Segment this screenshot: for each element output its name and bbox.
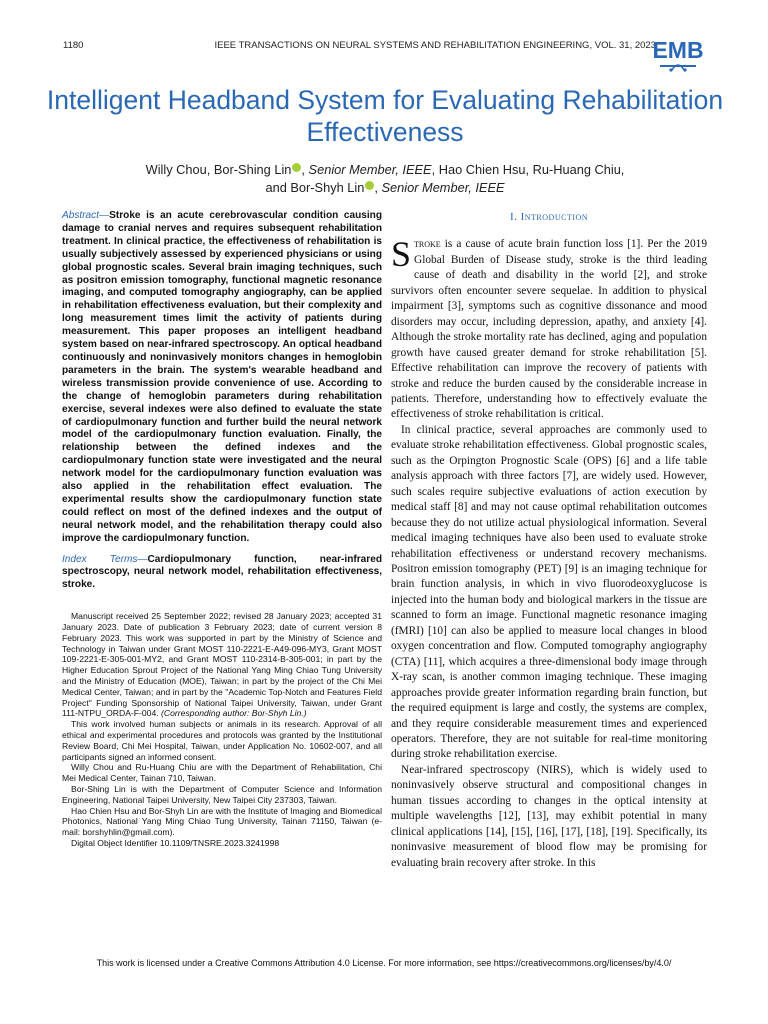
- journal-header: IEEE TRANSACTIONS ON NEURAL SYSTEMS AND REHABILITATION ENGINEERING, VOL. 31, 2023: [214, 40, 656, 51]
- intro-paragraph-3: Near-infrared spectroscopy (NIRS), which is widely used to noninvasively observe structural and compositional changes in human tissues according to changes in the optical intensity at multiple wavelengths [12], [13], may exhibit potential in many clinical applications [14], [15], [16], [17], [18], [19]. Specifically, its noninvasive measurement of blood flow may be promising for evaluating brain recovery after stroke. In this: [391, 763, 707, 869]
- author-names-1: Willy Chou, Bor-Shing Lin: [145, 162, 292, 177]
- drop-cap: S: [391, 234, 412, 275]
- affiliation-note: Hao Chien Hsu and Bor-Shyh Lin are with the Institute of Imaging and Biomedical Photonics, National Yang Ming Chiao Tung University, Tainan 71150, Taiwan (e-mail: borshyhlin@gmail.com).: [62, 805, 382, 838]
- abstract: [62, 210, 382, 546]
- left-column: [62, 210, 382, 849]
- license-footer: This work is licensed under a Creative Commons Attribution 4.0 License. For more information, see https://creativecommons.org/licenses/by/4.0/: [96, 958, 672, 968]
- author-role-2: Senior Member, IEEE: [381, 180, 505, 195]
- index-terms: [62, 554, 382, 593]
- paper-title: Intelligent Headband System for Evaluating Rehabilitation Effectiveness: [46, 85, 724, 147]
- abstract-text: Stroke is an acute cerebrovascular condition causing damage to cranial nerves and requires subsequent rehabilitation treatment. In clinical practice, the effectiveness of rehabilitation is usually subjectively assessed by experienced physicians or using global prognostic scales. Several brain imaging techniques, such as positron emission tomography, functional magnetic resonance imaging, and computed tomography angiography, can be applied in rehabilitation effectiveness evaluation, but their complexity and long measurement times limit the activity of patients during measurement. This paper proposes an intelligent headband system based on near-infrared spectroscopy. An optical headband continuously and noninvasively monitors changes in hemoglobin parameters in the brain. The system's wearable headband and wireless transmission provide convenience of use. According to the change of hemoglobin parameters during rehabilitation exercise, several indexes were also defined to evaluate the state of cardiopulmonary function and further build the neural network model of the cardiopulmonary function evaluation. Finally, the relationship between the defined indexes and the cardiopulmonary function state were investigated and the neural network model for the cardiopulmonary function evaluation was also applied in the rehabilitation effect evaluation. The experimental results show the cardiopulmonary function state could reflect on most of the defined indexes and the output of neural network model, and the rehabilitation therapy could also improve the cardiopulmonary function.: [62, 210, 382, 544]
- corresponding-author: (Corresponding author: Bor-Shyh Lin.): [161, 708, 307, 719]
- doi-note: Digital Object Identifier 10.1109/TNSRE.2023.3241998: [71, 838, 280, 849]
- page-number: 1180: [63, 40, 84, 51]
- author-names-3: and Bor-Shyh Lin: [265, 180, 365, 195]
- intro-paragraph-1: [391, 234, 707, 422]
- index-terms-label: Index Terms—: [62, 553, 148, 565]
- author-list: Willy Chou, Bor-Shing Lin , Senior Member, IEEE, Hao Chien Hsu, Ru-Huang Chiu, and Bor-Shyh Lin , Senior Member, IEEE: [145, 162, 625, 195]
- manuscript-text: Manuscript received 25 September 2022; revised 28 January 2023; accepted 31 January 2023. Date of publication 3 February 2023; date of current version 8 February 2023. This work was supported in part by the Ministry of Science and Technology in Taiwan under Grant MOST 110-2221-E-A49-096-MY3, Grant MOST 109-2221-E-305-001-MY2, and Grant MOST 110-2314-B-305-001; in part by the Higher Education Sprout Project of the National Yang Ming Chiao Tung University and the Ministry of Education (MOE), Taiwan; in part by the project of the Chi Mei Medical Center, Taiwan; and in part by the "Academic Top-Notch and Features Field Project" Funding Sponsorship of National Taipei University, Taiwan, under Grant 111-NTPU_ORDA-F-004.: [62, 611, 382, 719]
- index-terms-text: Cardiopulmonary function, near-infrared spectroscopy, neural network model, rehabilitation effectiveness, stroke.: [62, 553, 383, 591]
- emb-logo: [652, 36, 704, 74]
- section-heading: [391, 210, 707, 225]
- affiliation-note: Willy Chou and Ru-Huang Chiu are with the Department of Rehabilitation, Chi Mei Medical Center, Tainan 710, Taiwan.: [62, 762, 382, 784]
- author-role-1: Senior Member, IEEE: [308, 162, 432, 177]
- ethics-note: This work involved human subjects or animals in its research. Approval of all ethical and experimental procedures and protocols was granted by the Institutional Review Board, Chi Mei Hospital, Taiwan, under Application No. 10602-007, and all participants signed an informed consent.: [62, 719, 382, 762]
- affiliation-note: Bor-Shing Lin is with the Department of Computer Science and Information Engineering, National Taipei University, New Taipei City 237303, Taiwan.: [62, 784, 382, 805]
- orcid-icon[interactable]: [292, 163, 301, 172]
- section-number: I.: [509, 211, 518, 223]
- section-title: Introduction: [520, 211, 589, 223]
- intro-lead-word: troke: [414, 238, 441, 251]
- intro-paragraph-1-text: is a cause of acute brain function loss [1]. Per the 2019 Global Burden of Disease study, stroke is the third leading cause of death and disability in the world [2], and stroke survivors often encounter severe sequelae. In addition to physical impairment [3], symptoms such as cognitive dissonance and mood disorders may occur, including depression, apathy, and anxiety [4]. Although the stroke mortality rate has declined, aging and population growth have caused greater demand for stroke rehabilitation [5]. Effective rehabilitation can improve the recovery of patients with stroke and reduce the burden caused by the considerable increase in patients. Therefore, understanding how to effectively evaluate the effectiveness of stroke rehabilitation is critical.: [391, 238, 707, 421]
- footnotes: [62, 611, 382, 849]
- right-column: [391, 210, 707, 871]
- intro-paragraph-2: In clinical practice, several approaches are commonly used to evaluate stroke rehabilitation effectiveness. Global prognostic scales, such as the Orpington Prognostic Scale (OPS) [6] and a life table analysis approach with three factors [7], are widely used. However, such scales require subjective evaluations of action execution by medical staff [8] and may not cause optimal rehabilitation outcomes because they do not utilize actual physiological information. Several medical imaging techniques have also been used to evaluate stroke rehabilitation effectiveness or understand recovery mechanisms. Positron emission tomography (PET) [9] is an imaging technique for brain function analysis, in which in vivo fluorodeoxyglucose is injected into the human body and biological markers in the tissue are scanned to form an image. Functional magnetic resonance imaging (fMRI) [10] can also be applied to measure local changes in blood oxygen concentration and flow. Computed tomography angiography (CTA) [11], which acquires a three-dimensional body image through X-ray scan, is another common imaging technique. These imaging approaches provide greater information regarding brain function, but the required equipment is large and costly, the systems are complex, and they require considerable measurement times and experienced operators. Therefore, they are not suitable for real-time monitoring during stroke rehabilitation exercise.: [391, 423, 707, 761]
- manuscript-note: [62, 611, 382, 719]
- abstract-label: Abstract—: [62, 210, 110, 221]
- author-names-2: Hao Chien Hsu, Ru-Huang Chiu,: [438, 162, 625, 177]
- logo-text: EMB: [652, 37, 704, 63]
- orcid-icon[interactable]: [365, 181, 374, 190]
